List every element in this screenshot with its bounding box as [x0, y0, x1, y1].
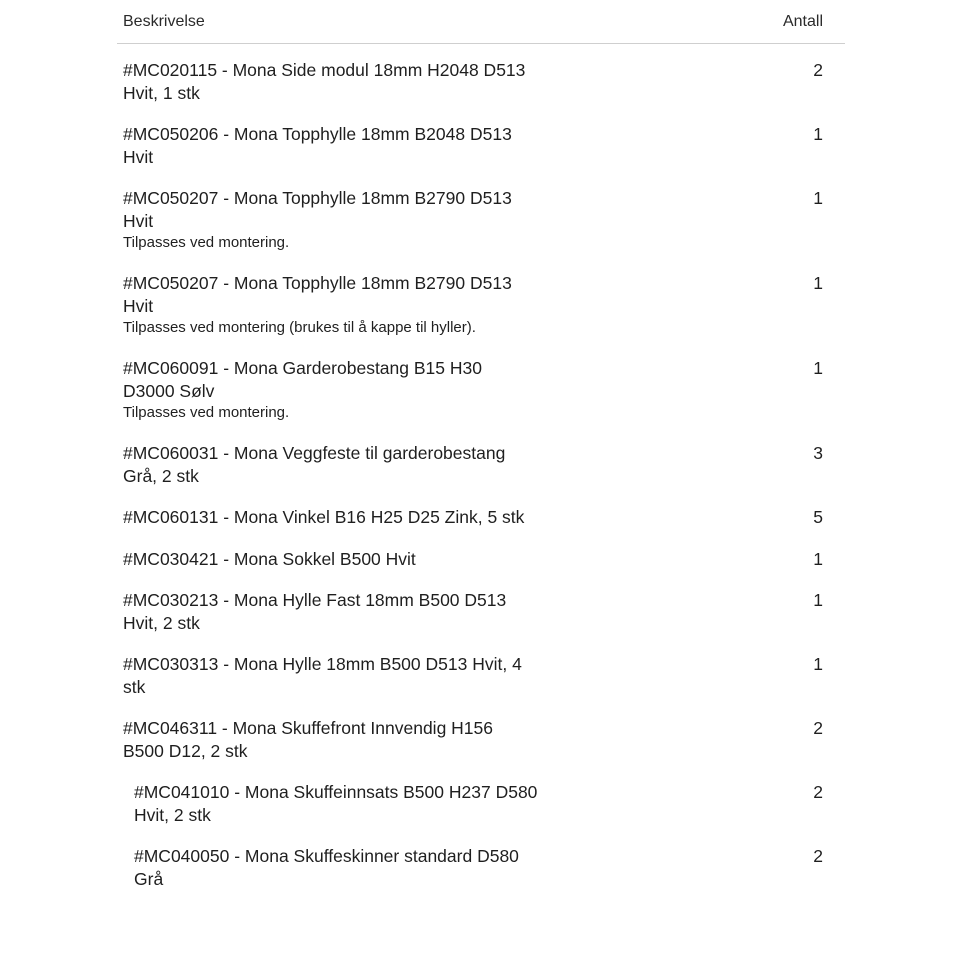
item-quantity: 1 — [813, 358, 823, 378]
table-row — [117, 123, 845, 168]
item-quantity: 1 — [813, 273, 823, 293]
item-quantity: 2 — [813, 718, 823, 738]
item-description: #MC040050 - Mona Skuffeskinner standard D580 Grå — [134, 846, 519, 889]
item-quantity: 2 — [813, 846, 823, 866]
table-row-subitem — [117, 845, 845, 890]
item-quantity: 1 — [813, 590, 823, 610]
table-row — [117, 717, 845, 762]
table-row — [117, 357, 845, 423]
table-row-subitem — [117, 781, 845, 826]
table-row — [117, 548, 845, 571]
item-description: #MC020115 - Mona Side modul 18mm H2048 D513 Hvit, 1 stk — [123, 60, 526, 103]
table-row — [117, 59, 845, 104]
table-row — [117, 442, 845, 487]
item-description: #MC050207 - Mona Topphylle 18mm B2790 D513 Hvit — [123, 188, 512, 231]
item-description: #MC030421 - Mona Sokkel B500 Hvit — [123, 548, 416, 569]
quantity-column-header: Antall — [782, 13, 823, 30]
item-quantity: 3 — [813, 443, 823, 463]
table-row — [117, 272, 845, 338]
item-description: #MC050207 - Mona Topphylle 18mm B2790 D513 Hvit — [123, 273, 512, 316]
item-description: #MC050206 - Mona Topphylle 18mm B2048 D513 Hvit — [123, 124, 512, 167]
item-description: #MC060091 - Mona Garderobestang B15 H30 D3000 Sølv — [123, 358, 482, 401]
item-note: Tilpasses ved montering. — [123, 234, 290, 251]
order-lines-table — [117, 0, 845, 909]
item-quantity: 2 — [813, 60, 823, 80]
table-row — [117, 506, 845, 529]
table-row — [117, 589, 845, 634]
item-description: #MC030213 - Mona Hylle Fast 18mm B500 D513 Hvit, 2 stk — [123, 590, 507, 633]
item-quantity: 5 — [813, 507, 823, 527]
item-description: #MC060131 - Mona Vinkel B16 H25 D25 Zink, 5 stk — [123, 507, 525, 527]
table-row — [117, 187, 845, 253]
item-description: #MC060031 - Mona Veggfeste til garderobestang Grå, 2 stk — [123, 443, 506, 486]
item-note: Tilpasses ved montering. — [123, 404, 290, 421]
table-header — [117, 0, 845, 44]
item-note: Tilpasses ved montering (brukes til å kappe til hyller). — [123, 319, 476, 336]
item-quantity: 1 — [813, 124, 823, 144]
item-quantity: 1 — [813, 188, 823, 208]
item-quantity: 2 — [813, 782, 823, 802]
item-quantity: 1 — [813, 548, 823, 569]
description-column-header: Beskrivelse — [123, 13, 205, 30]
item-description: #MC030313 - Mona Hylle 18mm B500 D513 Hvit, 4 stk — [123, 654, 522, 697]
table-row — [117, 653, 845, 698]
table-body — [117, 59, 845, 890]
item-quantity: 1 — [813, 654, 823, 674]
item-description: #MC046311 - Mona Skuffefront Innvendig H156 B500 D12, 2 stk — [123, 718, 494, 761]
item-description: #MC041010 - Mona Skuffeinnsats B500 H237 D580 Hvit, 2 stk — [134, 782, 538, 825]
